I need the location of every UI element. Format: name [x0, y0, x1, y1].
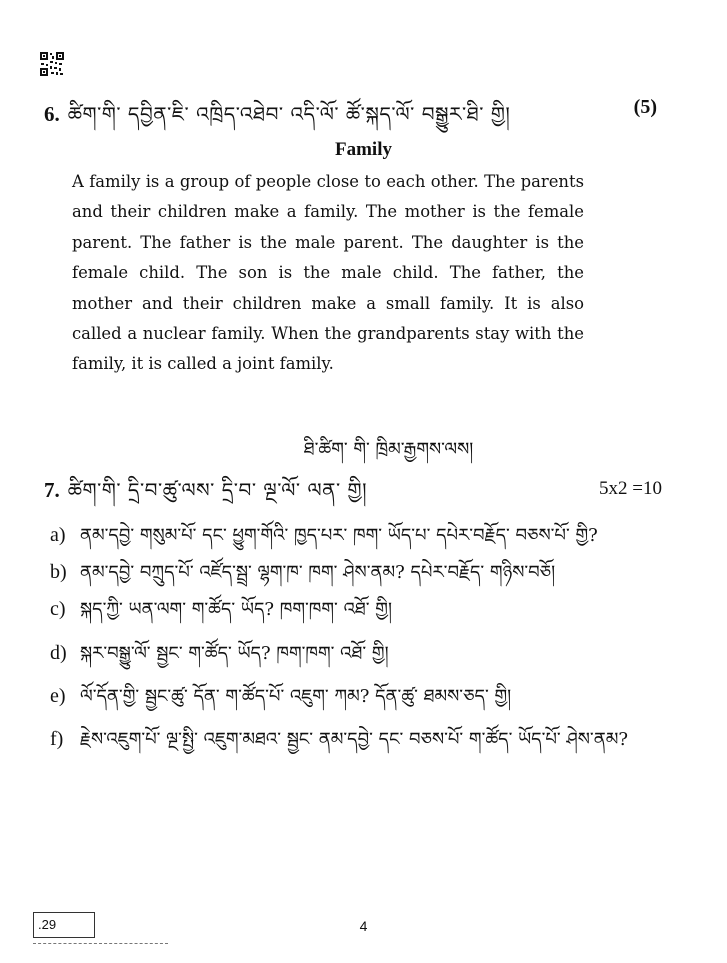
passage-title: Family [335, 139, 392, 160]
footer-divider [33, 943, 168, 944]
subquestion-label: a) [50, 524, 66, 546]
subquestion-d [50, 635, 687, 673]
question-7-marks: 5x2 =10 [599, 478, 662, 499]
page-code-box: .29 [33, 912, 95, 938]
subquestion-label: f) [50, 728, 64, 750]
subquestion-label: b) [50, 561, 67, 583]
subquestion-text: རྗེས་འཇུག་པོ་ ལྔ་སྤྱི་ འཇུག་མཐའ་ སྦྱང་ ནམ་དབྱེ་ དང་ བཅས་པོ་ ག་ཚོད་ ཡོད་པོ་ ཤེས་ནམ? [80, 729, 628, 750]
subquestion-a [50, 517, 687, 555]
subquestion-b [50, 554, 687, 592]
subquestion-label: e) [50, 685, 66, 707]
section-heading: ཐི་ཚིག་ གི་ ཁྲིམ་རྒྱགས་ལས། [303, 439, 474, 460]
subquestion-label: d) [50, 642, 67, 664]
subquestion-text: ནམ་དབྱེ་ བཀྲུད་པོ་ འཛོད་སྦྲ་ ལྷག་ཁ་ ཁག་ ཤེས་ནམ? དཔེར་བརྗོད་ གཉིས་བཅོ། [80, 562, 556, 583]
question-6-instruction: ཚིག་གི་ དབྱིན་ཇི་ འཁྲིད་འཐེབ་ འདི་ལོ་ ཚོ་སྐད་ལོ་ བསྒྱུར་ཐི་ གྱི། [67, 102, 511, 126]
subquestion-c [50, 591, 687, 629]
question-7-instruction: ཚིག་གི་ དྲི་བ་ཚུ་ལས་ དྲི་བ་ ལྔ་ལོ་ ལན་ གྱི། [67, 478, 368, 502]
subquestion-text: སྐད་ཀྱི་ ཡན་ལག་ ག་ཚོད་ ཡོད? ཁག་ཁག་ འཐོ་ གྱི། [80, 599, 392, 620]
question-6-number: 6. [44, 102, 60, 126]
question-7-number: 7. [44, 478, 60, 502]
subquestion-text: ལོ་དོན་གྱི་ སྦྱང་ཚུ་ དོན་ ག་ཚོད་པོ་ འཇུག་ ཀམ? དོན་ཚུ་ ཐམས་ཅད་ གྱི། [80, 686, 512, 707]
subquestion-label: c) [50, 598, 66, 620]
subquestion-f [50, 721, 687, 759]
qr-code-icon [40, 52, 64, 76]
subquestion-e [50, 678, 687, 716]
subquestion-text: སྐར་བསྒྱུ་ལོ་ སྦྱང་ ག་ཚོད་ ཡོད? ཁག་ཁག་ འཐོ་ གྱི། [80, 643, 389, 664]
passage-text: A family is a group of people close to each other. The parents and their children make a family. The mother is the female parent. The father is the male parent. The daughter is the female child. The son is the male child. The father, the mother and their children make a small family. It is also called a nuclear family. When the grandparents stay with the family, it is called a joint family. [72, 172, 584, 374]
question-7-heading [44, 468, 567, 524]
question-6-marks: (5) [633, 96, 657, 118]
subquestion-text: ནམ་དབྱེ་ གསུམ་པོ་ དང་ ཕྱུག་གོའི་ ཁྱད་པར་ ཁག་ ཡོད་པ་ དཔེར་བརྗོད་ བཅས་པོ་ གྱི? [80, 525, 598, 546]
page-number: 4 [359, 918, 368, 934]
